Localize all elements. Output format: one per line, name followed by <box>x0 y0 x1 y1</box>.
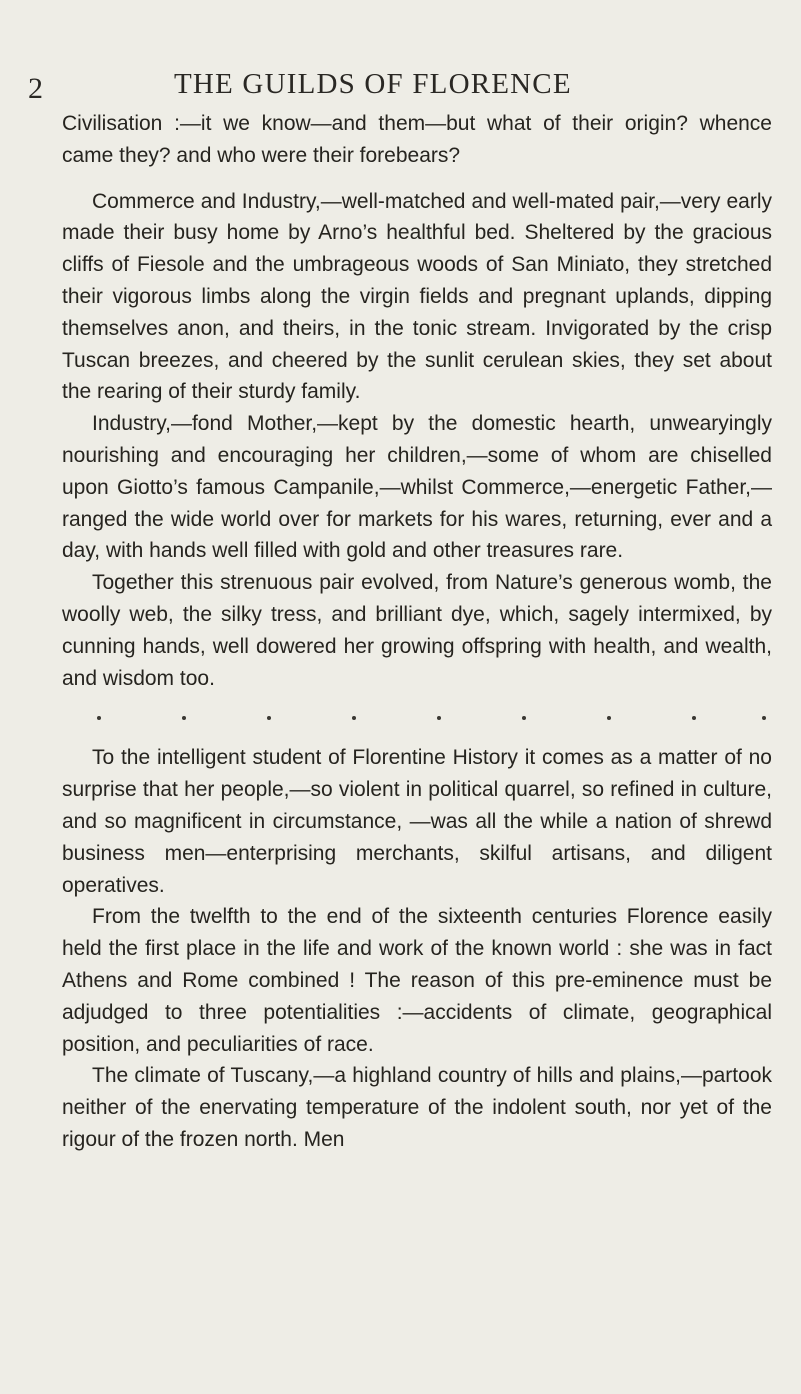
section-break <box>62 172 772 186</box>
paragraph-7: The climate of Tuscany,—a highland country of hills and plains,—partook neither of the enervating temperature of the indolent south, nor yet of the rigour of the frozen north. Men <box>62 1064 772 1151</box>
paragraph-1: Civilisation :—it we know—and them—but what of their origin? whence came they? and who were their forebears? <box>62 112 772 167</box>
paragraph-6: From the twelfth to the end of the sixteenth centuries Florence easily held the first place in the life and work of the known world : she was in fact Athens and Rome combined ! The reason of this pre-eminence must be adjudged to three potentialities :—accidents of climate, geographical position, and peculiarities of race. <box>62 905 772 1056</box>
running-head: THE GUILDS OF FLORENCE <box>174 68 572 100</box>
section-break-dots <box>62 694 772 742</box>
paragraph-4: Together this strenuous pair evolved, from Nature’s generous womb, the woolly web, the silky tress, and brilliant dye, which, sagely intermixed, by cunning hands, well dowered her growing offspring with health, and wealth, and wisdom too. <box>62 571 772 690</box>
paragraph-5: To the intelligent student of Florentine History it comes as a matter of no surprise that her people,—so violent in political quarrel, so refined in culture, and so magnificent in circumstance, —was all the while a nation of shrewd business men—enterprising merchants, skilful artisans, and diligent operatives. <box>62 746 772 897</box>
paragraph-3: Industry,—fond Mother,—kept by the domestic hearth, unwearyingly nourishing and encouraging her children,—some of whom are chiselled upon Giotto’s famous Campanile,—whilst Commerce,—energetic Father,—ranged the wide world over for markets for his wares, returning, ever and a day, with hands well filled with gold and other treasures rare. <box>62 412 772 563</box>
paragraph-2: Commerce and Industry,—well-matched and well-mated pair,—very early made their busy home by Arno’s healthful bed. Sheltered by the gracious cliffs of Fiesole and the umbrageous woods of San Miniato, they stretched their vigorous limbs along the virgin fields and pregnant uplands, dipping themselves anon, and theirs, in the tonic stream. Invigorated by the crisp Tuscan breezes, and cheered by the sunlit cerulean skies, they set about the rearing of their sturdy family. <box>62 189 772 404</box>
body-text <box>62 108 772 1156</box>
page-number: 2 <box>28 72 43 105</box>
